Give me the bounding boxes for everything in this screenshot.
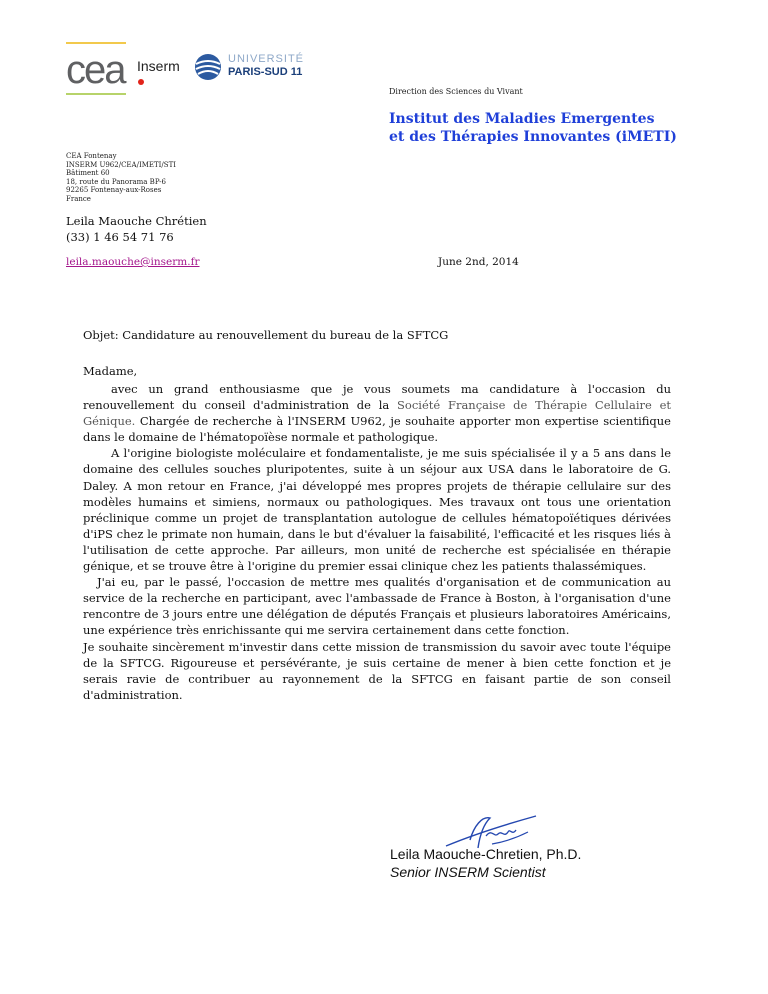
address-line: 18, route du Panorama BP-6 (66, 177, 166, 186)
cea-logo-top-line (66, 42, 126, 44)
letter-subject: Objet: Candidature au renouvellement du bureau de la SFTCG (83, 328, 449, 342)
inserm-logo-dot (138, 79, 144, 85)
letter-body (83, 381, 671, 703)
signatory-name: Leila Maouche-Chretien, Ph.D. (390, 846, 582, 862)
inserm-logo: Inserm (137, 58, 180, 74)
institute-name (389, 110, 677, 146)
universite-logo-text: UNIVERSITÉ (228, 53, 305, 65)
paragraph-2: A l'origine biologiste moléculaire et fondamentaliste, je me suis spécialisée il y a 5 ans dans le domaine des cellules souches pluripotentes, suite à un séjour aux USA dans le laboratoire de G. Daley. A mon retour en France, j'ai développé mes propres projets de thérapie cellulaire sur des modèles humains et simiens, normaux ou pathologiques. Mes travaux ont tous une orientation préclinique comme un projet de transplantation autologue de cellules hématopoïétiques dérivées d'iPS chez le primate non humain, dans le but d'évaluer la faisabilité, l'efficacité et les risques liés à l'utilisation de cette approche. Par ailleurs, mon unité de recherche est spécialisée en thérapie génique, et se trouve être à l'origine du premier essai clinique chez les patients thalassémiques. (83, 446, 671, 574)
institute-line-1: Institut des Maladies Emergentes (389, 111, 655, 127)
paragraph-4: Je souhaite sincèrement m'investir dans cette mission de transmission du savoir avec toute l'équipe de la SFTCG. Rigoureuse et persévérante, je suis certaine de mener à bien cette fonction et je serais ravie de contribuer au rayonnement de la SFTCG en faisant partie de son conseil d'administration. (83, 639, 671, 702)
sender-contact (66, 213, 207, 245)
cea-logo-bottom-line (66, 93, 126, 95)
sender-email-link[interactable]: leila.maouche@inserm.fr (66, 256, 200, 268)
letter-salutation: Madame, (83, 364, 138, 378)
paragraph-1-end: Chargée de recherche à l'INSERM U962, je souhaite apporter mon expertise scientifique dans le domaine de l'hématopoïèse normale et pathologique. (83, 414, 671, 445)
institute-line-2: et des Thérapies Innovantes (iMETI) (389, 129, 677, 145)
sender-phone: (33) 1 46 54 71 76 (66, 230, 174, 244)
paris-sud-logo-text: PARIS-SUD 11 (228, 66, 303, 78)
paragraph-1-start: avec un grand enthousiasme que je vous soumets ma candidature à l'occasion du renouvellement du conseil d'administration de la (83, 382, 671, 413)
address-line: 92265 Fontenay-aux-Roses (66, 186, 162, 194)
cea-logo: cea (66, 48, 125, 92)
paragraph-1 (83, 381, 671, 445)
paragraph-3: J'ai eu, par le passé, l'occasion de mettre mes qualités d'organisation et de communication au service de la recherche en participant, avec l'ambassade de France à Boston, à l'organisation d'une rencontre de 3 jours entre une délégation de députés Français et plusieurs laboratoires Américains, une expérience très enrichissante qui me servira certainement dans cette fonction. (83, 575, 671, 638)
address-line: France (66, 194, 91, 203)
letter-date: June 2nd, 2014 (438, 256, 519, 268)
sender-address (66, 152, 176, 203)
sender-name: Leila Maouche Chrétien (66, 214, 207, 228)
address-line: CEA Fontenay (66, 152, 117, 160)
direction-label: Direction des Sciences du Vivant (389, 87, 523, 96)
signatory-title: Senior INSERM Scientist (390, 864, 546, 880)
universite-globe-icon (193, 52, 223, 82)
society-name: Société Française de Thérapie Cellulaire et Génique. (83, 398, 671, 429)
address-line: INSERM U962/CEA/IMETI/STI (66, 160, 177, 169)
address-line: Bâtiment 60 (66, 169, 110, 177)
